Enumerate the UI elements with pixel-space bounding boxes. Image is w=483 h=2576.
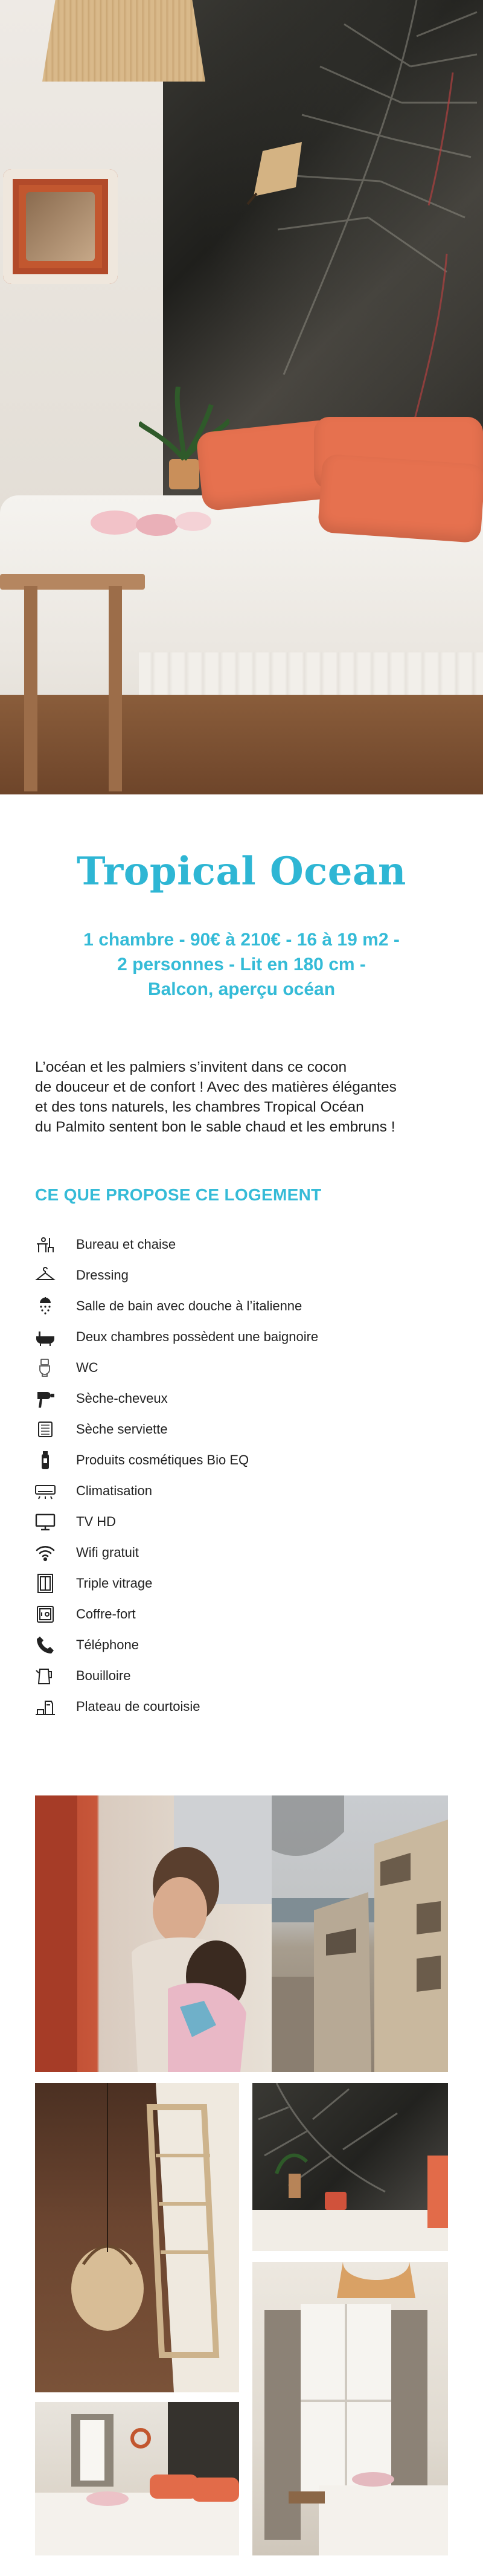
- description-line: L’océan et les palmiers s’invitent dans ce cocon: [35, 1059, 347, 1075]
- wall-sconce: [245, 139, 311, 205]
- amenity-label: Bouilloire: [76, 1667, 131, 1683]
- amenity-label: Sèche-cheveux: [76, 1390, 168, 1406]
- desk-chair-icon: [35, 1234, 62, 1255]
- cosmetics-icon: [35, 1450, 62, 1470]
- amenity-label: Dressing: [76, 1267, 129, 1283]
- phone-icon: [35, 1635, 62, 1655]
- description-line: du Palmito sentent bon le sable chaud et les embruns !: [35, 1119, 395, 1135]
- amenity-item: [35, 1260, 446, 1290]
- wifi-icon: [35, 1542, 62, 1563]
- room-description: [35, 1057, 458, 1137]
- bathtub-icon: [35, 1327, 62, 1347]
- amenity-label: WC: [76, 1359, 98, 1375]
- amenity-label: Produits cosmétiques Bio EQ: [76, 1452, 249, 1467]
- amenity-label: Bureau et chaise: [76, 1236, 176, 1252]
- towel-dryer-icon: [35, 1419, 62, 1440]
- amenity-item: [35, 1568, 446, 1599]
- tray-icon: [35, 1696, 62, 1717]
- air-conditioning-icon: [35, 1481, 62, 1501]
- safe-icon: [35, 1604, 62, 1624]
- amenity-item: [35, 1475, 446, 1506]
- amenity-item: [35, 1383, 446, 1414]
- amenities-list: [35, 1229, 446, 1722]
- amenity-item: [35, 1229, 446, 1260]
- gallery-photo-bedroom-wide: [35, 2402, 239, 2555]
- window-icon: [35, 1573, 62, 1594]
- flowers-on-bed: [91, 504, 223, 541]
- room-summary-line: Balcon, aperçu océan: [147, 979, 336, 999]
- amenity-item: [35, 1691, 446, 1722]
- amenities-heading: CE QUE PROPOSE CE LOGEMENT: [35, 1185, 322, 1204]
- room-summary-line: 1 chambre - 90€ à 210€ - 16 à 19 m2 -: [83, 930, 400, 950]
- amenity-item: [35, 1537, 446, 1568]
- amenity-label: TV HD: [76, 1513, 116, 1529]
- gallery-photo-couple: [35, 1795, 283, 2072]
- amenity-item: [35, 1444, 446, 1475]
- amenity-item: [35, 1660, 446, 1691]
- room-title: Tropical Ocean: [77, 849, 406, 894]
- room-summary-line: 2 personnes - Lit en 180 cm -: [117, 955, 366, 974]
- toilet-icon: [35, 1357, 62, 1378]
- pillow: [318, 454, 483, 544]
- kettle-icon: [35, 1666, 62, 1686]
- amenity-label: Téléphone: [76, 1637, 139, 1652]
- amenity-item: [35, 1629, 446, 1660]
- wall-mirror: [3, 169, 118, 284]
- hanger-icon: [35, 1265, 62, 1286]
- amenity-item: [35, 1599, 446, 1629]
- room-summary: [48, 927, 435, 1002]
- gallery-photo-street-view: [272, 1795, 448, 2072]
- hero-bedroom-photo: [0, 0, 483, 794]
- shower-icon: [35, 1296, 62, 1316]
- amenity-item: [35, 1506, 446, 1537]
- rattan-pendant-lamp: [42, 0, 205, 82]
- amenity-item: [35, 1352, 446, 1383]
- gallery-photo-window-room: [252, 2262, 448, 2555]
- amenity-label: Climatisation: [76, 1483, 152, 1498]
- amenity-label: Plateau de courtoisie: [76, 1698, 200, 1714]
- amenity-label: Sèche serviette: [76, 1421, 168, 1437]
- amenity-item: [35, 1290, 446, 1321]
- gallery-photo-desk-phone: [252, 2083, 448, 2251]
- wooden-bench: [0, 574, 145, 791]
- amenity-label: Triple vitrage: [76, 1575, 153, 1591]
- hair-dryer-icon: [35, 1388, 62, 1409]
- amenity-label: Wifi gratuit: [76, 1544, 139, 1560]
- amenity-label: Deux chambres possèdent une baignoire: [76, 1328, 319, 1344]
- amenity-item: [35, 1414, 446, 1444]
- description-line: de douceur et de confort ! Avec des matières élégantes: [35, 1079, 397, 1095]
- description-line: et des tons naturels, les chambres Tropical Océan: [35, 1099, 364, 1115]
- amenity-item: [35, 1321, 446, 1352]
- gallery-photo-rattan-chair: [35, 2083, 239, 2392]
- amenity-label: Salle de bain avec douche à l’italienne: [76, 1298, 302, 1313]
- tv-icon: [35, 1512, 62, 1532]
- amenity-label: Coffre-fort: [76, 1606, 136, 1621]
